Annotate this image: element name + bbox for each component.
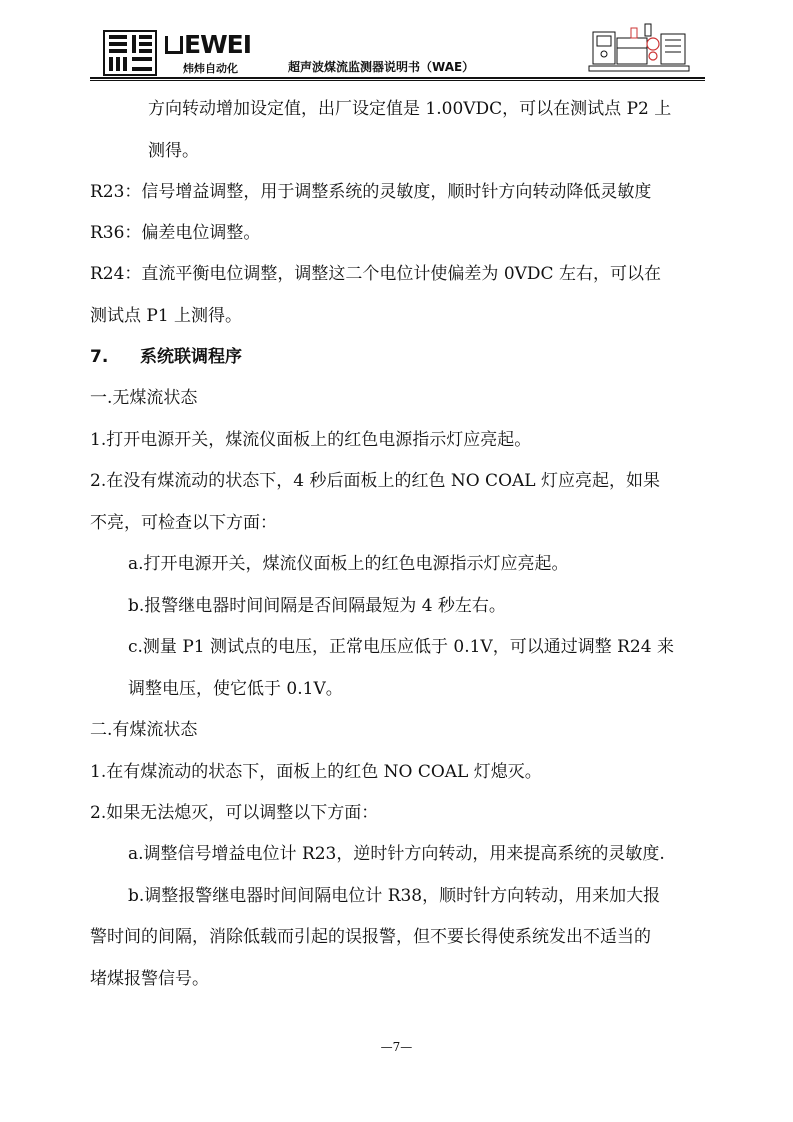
document-title: 超声波煤流监测器说明书（WAE） [288,60,475,74]
brand-u-glyph-icon [165,36,183,54]
body-line: 测试点 P1 上测得。 [90,306,243,326]
body-line: 2.如果无法熄灭，可以调整以下方面： [90,803,379,823]
brand-wordmark: EWEI [165,32,251,57]
body-line: 1.在有煤流动的状态下，面板上的红色 NO COAL 灯熄灭。 [90,762,542,782]
subsection-heading: 一.无煤流状态 [90,388,198,408]
body-line: b.调整报警继电器时间间隔电位计 R38，顺时针方向转动，用来加大报 [128,886,661,906]
brand-chinese-name: 炜炜自动化 [183,62,238,75]
body-line: R23：信号增益调整，用于调整系统的灵敏度，顺时针方向转动降低灵敏度 [90,182,652,202]
header-rule-thin [90,80,705,81]
body-line: 方向转动增加设定值，出厂设定值是 1.00VDC，可以在测试点 P2 上 [148,99,672,119]
body-line: 堵煤报警信号。 [90,969,209,989]
body-line: a.调整信号增益电位计 R23，逆时针方向转动，用来提高系统的灵敏度. [128,844,665,864]
header-rule [90,77,705,79]
body-line: 2.在没有煤流动的状态下，4 秒后面板上的红色 NO COAL 灯应亮起，如果 [90,471,660,491]
body-line: 测得。 [148,141,199,161]
body-line: c.测量 P1 测试点的电压，正常电压应低于 0.1V，可以通过调整 R24 来 [128,637,674,657]
section-title: 系统联调程序 [140,347,242,367]
body-line: R36：偏差电位调整。 [90,223,261,243]
body-line: b.报警继电器时间间隔是否间隔最短为 4 秒左右。 [128,596,506,616]
body-line: a.打开电源开关，煤流仪面板上的红色电源指示灯应亮起。 [128,554,569,574]
body-line: 调整电压，使它低于 0.1V。 [128,679,343,699]
subsection-heading: 二.有煤流状态 [90,720,198,740]
body-line: 不亮，可检查以下方面： [90,513,277,533]
body-line: R24：直流平衡电位调整，调整这二个电位计使偏差为 0VDC 左右，可以在 [90,264,661,284]
section-heading [90,345,242,369]
page-number: —7— [380,1040,413,1054]
page-header [0,0,793,80]
company-logo-icon [103,30,157,76]
body-line: 警时间的间隔，消除低载而引起的误报警，但不要长得使系统发出不适当的 [90,927,651,947]
body-line: 1.打开电源开关，煤流仪面板上的红色电源指示灯应亮起。 [90,430,532,450]
section-number: 7. [90,347,109,367]
conveyor-machine-icon [587,22,692,74]
